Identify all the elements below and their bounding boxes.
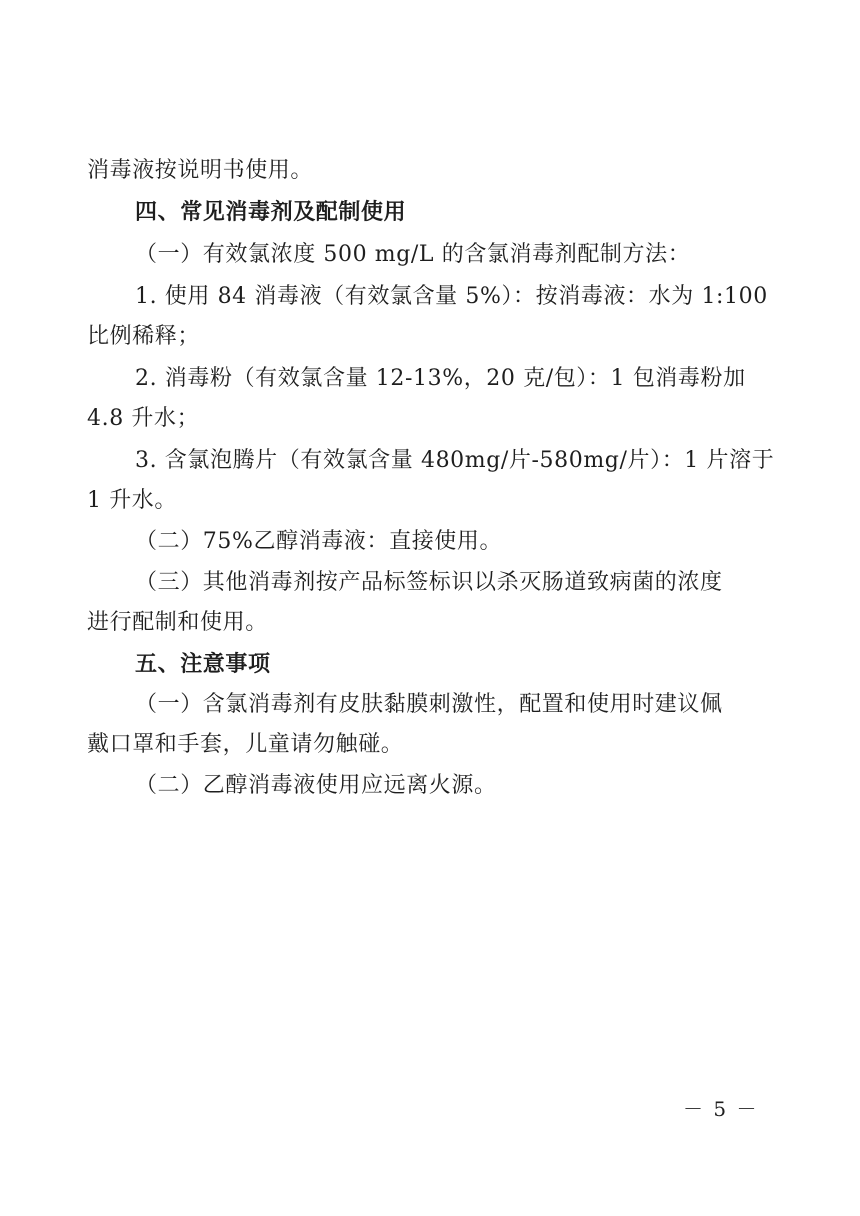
section-heading-5: 五、注意事项 [135, 652, 271, 677]
section-heading-4: 四、常见消毒剂及配制使用 [135, 200, 407, 225]
list-item-2-continuation: 4.8 升水； [87, 406, 200, 431]
list-item-2: 2. 消毒粉（有效氯含量 12-13%，20 克/包）：1 包消毒粉加 [135, 366, 746, 391]
subsection-3-continuation: 进行配制和使用。 [87, 610, 268, 635]
list-item-3-continuation: 1 升水。 [87, 488, 177, 513]
subsection-heading-2: （二）75%乙醇消毒液：直接使用。 [135, 529, 503, 554]
subsection-heading-3: （三）其他消毒剂按产品标签标识以杀灭肠道致病菌的浓度 [135, 570, 723, 595]
page-number: － 5 － [683, 1097, 759, 1121]
subsection-heading-1: （一）有效氯浓度 500 mg/L 的含氯消毒剂配制方法： [135, 242, 691, 267]
list-item-1-continuation: 比例稀释； [87, 324, 201, 349]
notice-item-1: （一）含氯消毒剂有皮肤黏膜刺激性，配置和使用时建议佩 [135, 692, 723, 717]
list-item-1: 1. 使用 84 消毒液（有效氯含量 5%）：按消毒液：水为 1:100 [135, 284, 768, 309]
notice-item-2: （二）乙醇消毒液使用应远离火源。 [135, 773, 497, 798]
paragraph-continuation: 消毒液按说明书使用。 [87, 158, 314, 183]
notice-item-1-continuation: 戴口罩和手套，儿童请勿触碰。 [87, 732, 404, 757]
list-item-3: 3. 含氯泡腾片（有效氯含量 480mg/片-580mg/片）：1 片溶于 [135, 448, 775, 473]
